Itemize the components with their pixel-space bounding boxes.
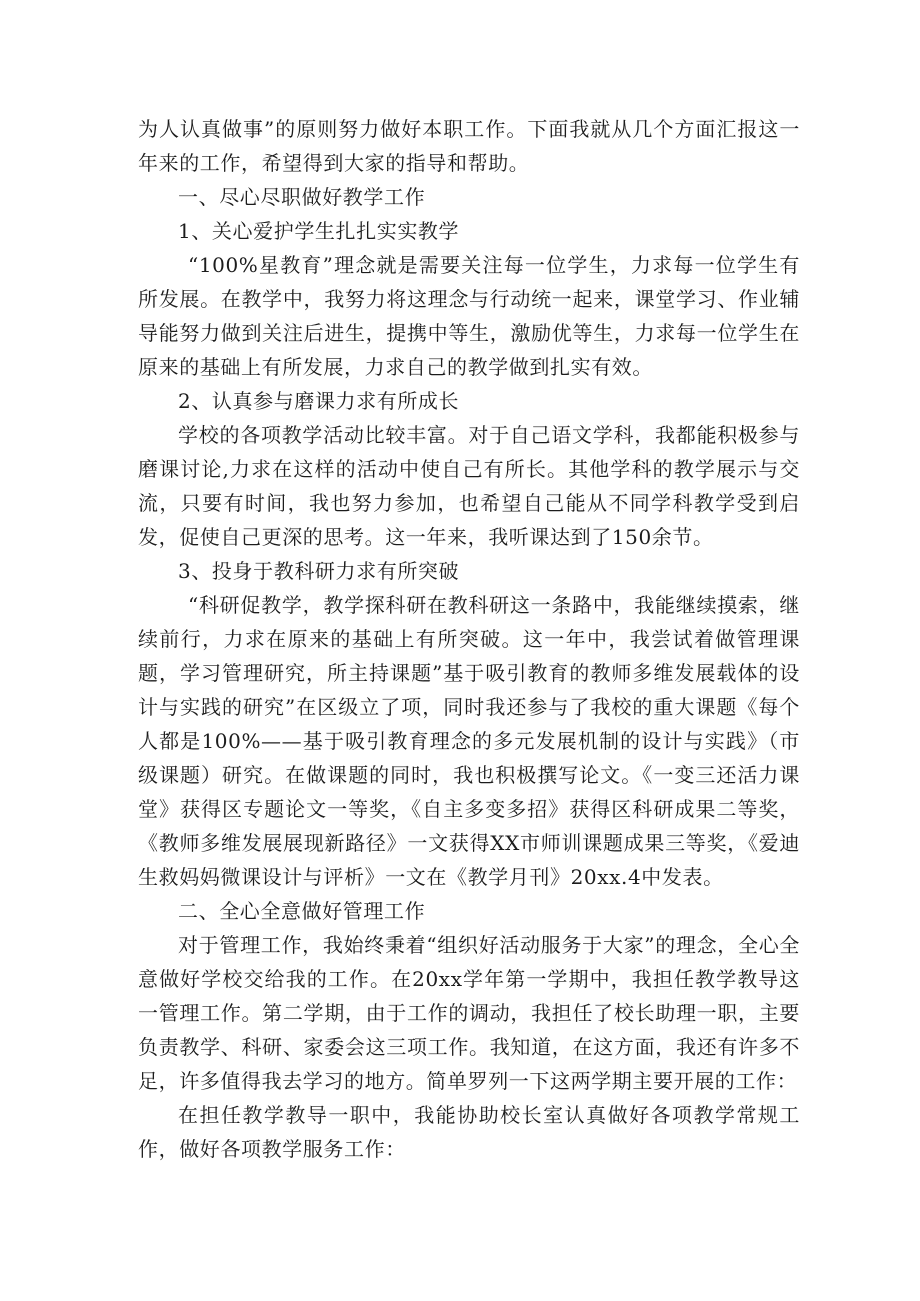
subheading-research: 3、投身于教科研力求有所突破 <box>178 559 460 583</box>
subheading-care-students: 1、关心爱护学生扎扎实实教学 <box>178 219 460 243</box>
paragraph-100-star-education: “100%星教育”理念就是需要关注每一位学生，力求每一位学生有所发展。在教学中，我努力将这理念与行动统一起来，课堂学习、作业辅导能努力做到关注后进生，提携中等生，激励优等生，力求每一位学生在原来的基础上有所发展，力求自己的教学做到扎实有效。 <box>138 253 800 379</box>
paragraph-teaching-director: 在担任教学教导一职中，我能协助校长室认真做好各项教学常规工作，做好各项教学服务工作： <box>138 1103 800 1161</box>
paragraph-management-work: 对于管理工作，我始终秉着“组织好活动服务于大家”的理念，全心全意做好学校交给我的工作。在20xx学年第一学期中，我担任教学教导这一管理工作。第二学期，由于工作的调动，我担任了校长助理一职，主要负责教学、科研、家委会这三项工作。我知道，在这方面，我还有许多不足，许多值得我去学习的地方。简单罗列一下这两学期主要开展的工作： <box>138 933 800 1093</box>
paragraph-research-achievements: “科研促教学，教学探科研在教科研这一条路中，我能继续摸索，继续前行，力求在原来的基础上有所突破。这一年中，我尝试着做管理课题，学习管理研究，所主持课题”基于吸引教育的教师多维发展载体的设计与实践的研究”在区级立了项，同时我还参与了我校的重大课题《每个人都是100%——基于吸引教育理念的多元发展机制的设计与实践》（市级课题）研究。在做课题的同时，我也积极撰写论文。《一变三还活力课堂》获得区专题论文一等奖，《自主多变多招》获得区科研成果二等奖，《教师多维发展展现新路径》一文获得XX市师训课题成果三等奖，《爱迪生救妈妈微课设计与评析》一文在《教学月刊》20xx.4中发表。 <box>138 593 800 889</box>
subheading-polish-lessons: 2、认真参与磨课力求有所成长 <box>178 389 460 413</box>
paragraph-intro-continued: 为人认真做事”的原则努力做好本职工作。下面我就从几个方面汇报这一年来的工作，希望得到大家的指导和帮助。 <box>138 117 800 175</box>
paragraph-teaching-activities: 学校的各项教学活动比较丰富。对于自己语文学科，我都能积极参与磨课讨论,力求在这样的活动中使自己有所长。其他学科的教学展示与交流，只要有时间，我也努力参加，也希望自己能从不同学科教学受到启发，促使自己更深的思考。这一年来，我听课达到了150余节。 <box>138 423 800 549</box>
section-heading-management: 二、全心全意做好管理工作 <box>178 899 426 923</box>
document-body <box>138 112 800 1166</box>
section-heading-teaching: 一、尽心尽职做好教学工作 <box>178 185 426 209</box>
